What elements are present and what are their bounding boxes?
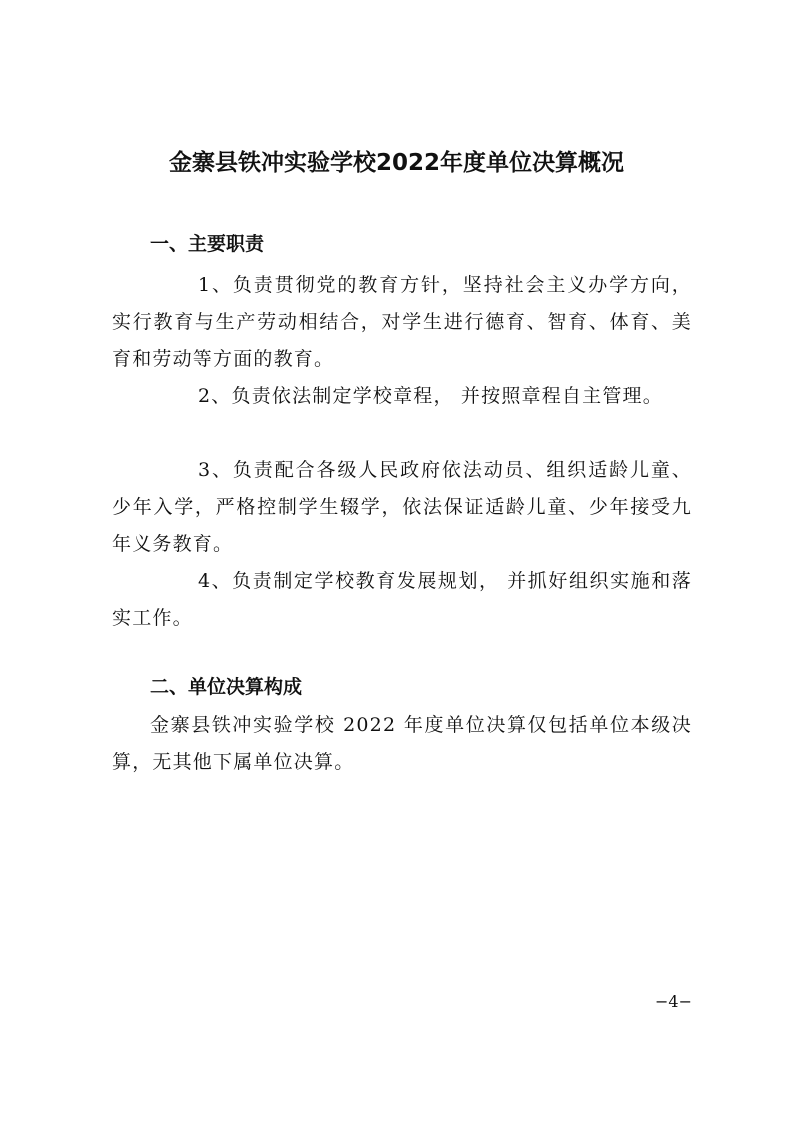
section-heading: 一、主要职责 (150, 233, 265, 255)
duty-paragraph-3: 3、负责配合各级人民政府依法动员、组织适龄儿童、少年入学，严格控制学生辍学，依法保证适龄儿童、少年接受九年义务教育。 (112, 459, 692, 555)
duty-paragraph-2: 2、负责依法制定学校章程， 并按照章程自主管理。 (198, 385, 663, 407)
section-heading: 二、单位决算构成 (150, 676, 303, 698)
duty-paragraph-1: 1、负责贯彻党的教育方针，坚持社会主义办学方向，实行教育与生产劳动相结合，对学生进行德育、智育、体育、美育和劳动等方面的教育。 (112, 274, 692, 370)
duty-paragraph-4: 4、负责制定学校教育发展规划， 并抓好组织实施和落实工作。 (112, 570, 692, 629)
budget-composition-paragraph: 金寨县铁冲实验学校 2022 年度单位决算仅包括单位本级决算，无其他下属单位决算。 (112, 714, 692, 773)
page-number: −4− (655, 992, 692, 1011)
page-title: 金寨县铁冲实验学校2022年度单位决算概况 (168, 150, 624, 176)
